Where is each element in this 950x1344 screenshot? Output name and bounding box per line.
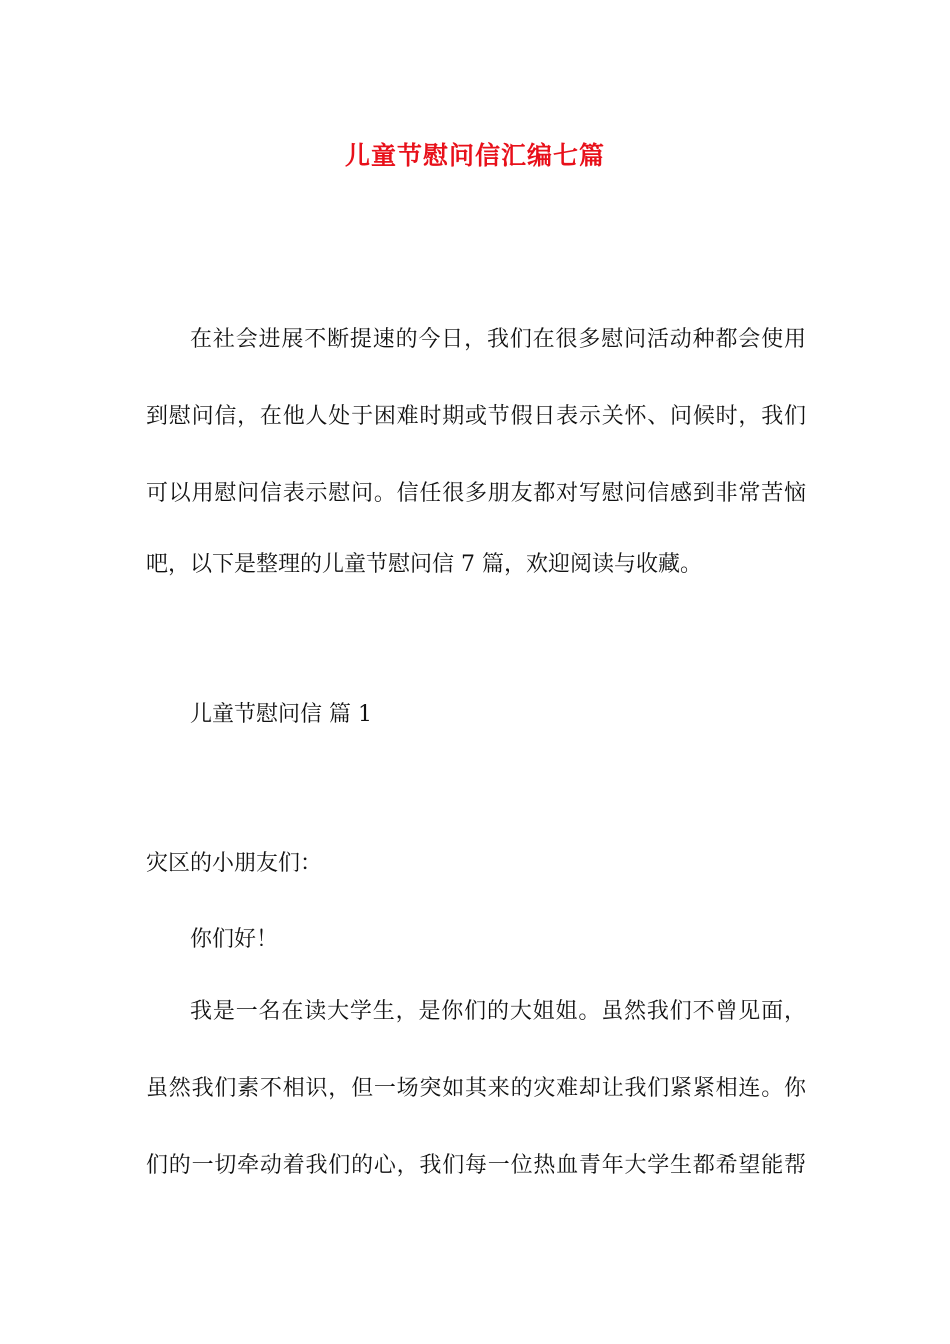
- body-line-2: 虽然我们素不相识，但一场突如其来的灾难却让我们紧紧相连。你: [146, 1076, 806, 1101]
- letter-greeting: 你们好！: [190, 927, 279, 952]
- section-heading: 儿童节慰问信 篇 1: [190, 702, 372, 727]
- intro-line-1: 在社会进展不断提速的今日，我们在很多慰问活动种都会使用: [190, 327, 806, 352]
- intro-line-3: 可以用慰问信表示慰问。信任很多朋友都对写慰问信感到非常苦恼: [146, 481, 806, 506]
- body-line-3: 们的一切牵动着我们的心，我们每一位热血青年大学生都希望能帮: [146, 1153, 806, 1178]
- body-line-1: 我是一名在读大学生，是你们的大姐姐。虽然我们不曾见面，: [190, 999, 806, 1024]
- intro-line-2: 到慰问信，在他人处于困难时期或节假日表示关怀、问候时，我们: [146, 404, 806, 429]
- intro-line-4: 吧，以下是整理的儿童节慰问信 7 篇，欢迎阅读与收藏。: [146, 552, 702, 577]
- letter-salutation: 灾区的小朋友们：: [146, 851, 323, 876]
- document-title: 儿童节慰问信汇编七篇: [344, 141, 605, 170]
